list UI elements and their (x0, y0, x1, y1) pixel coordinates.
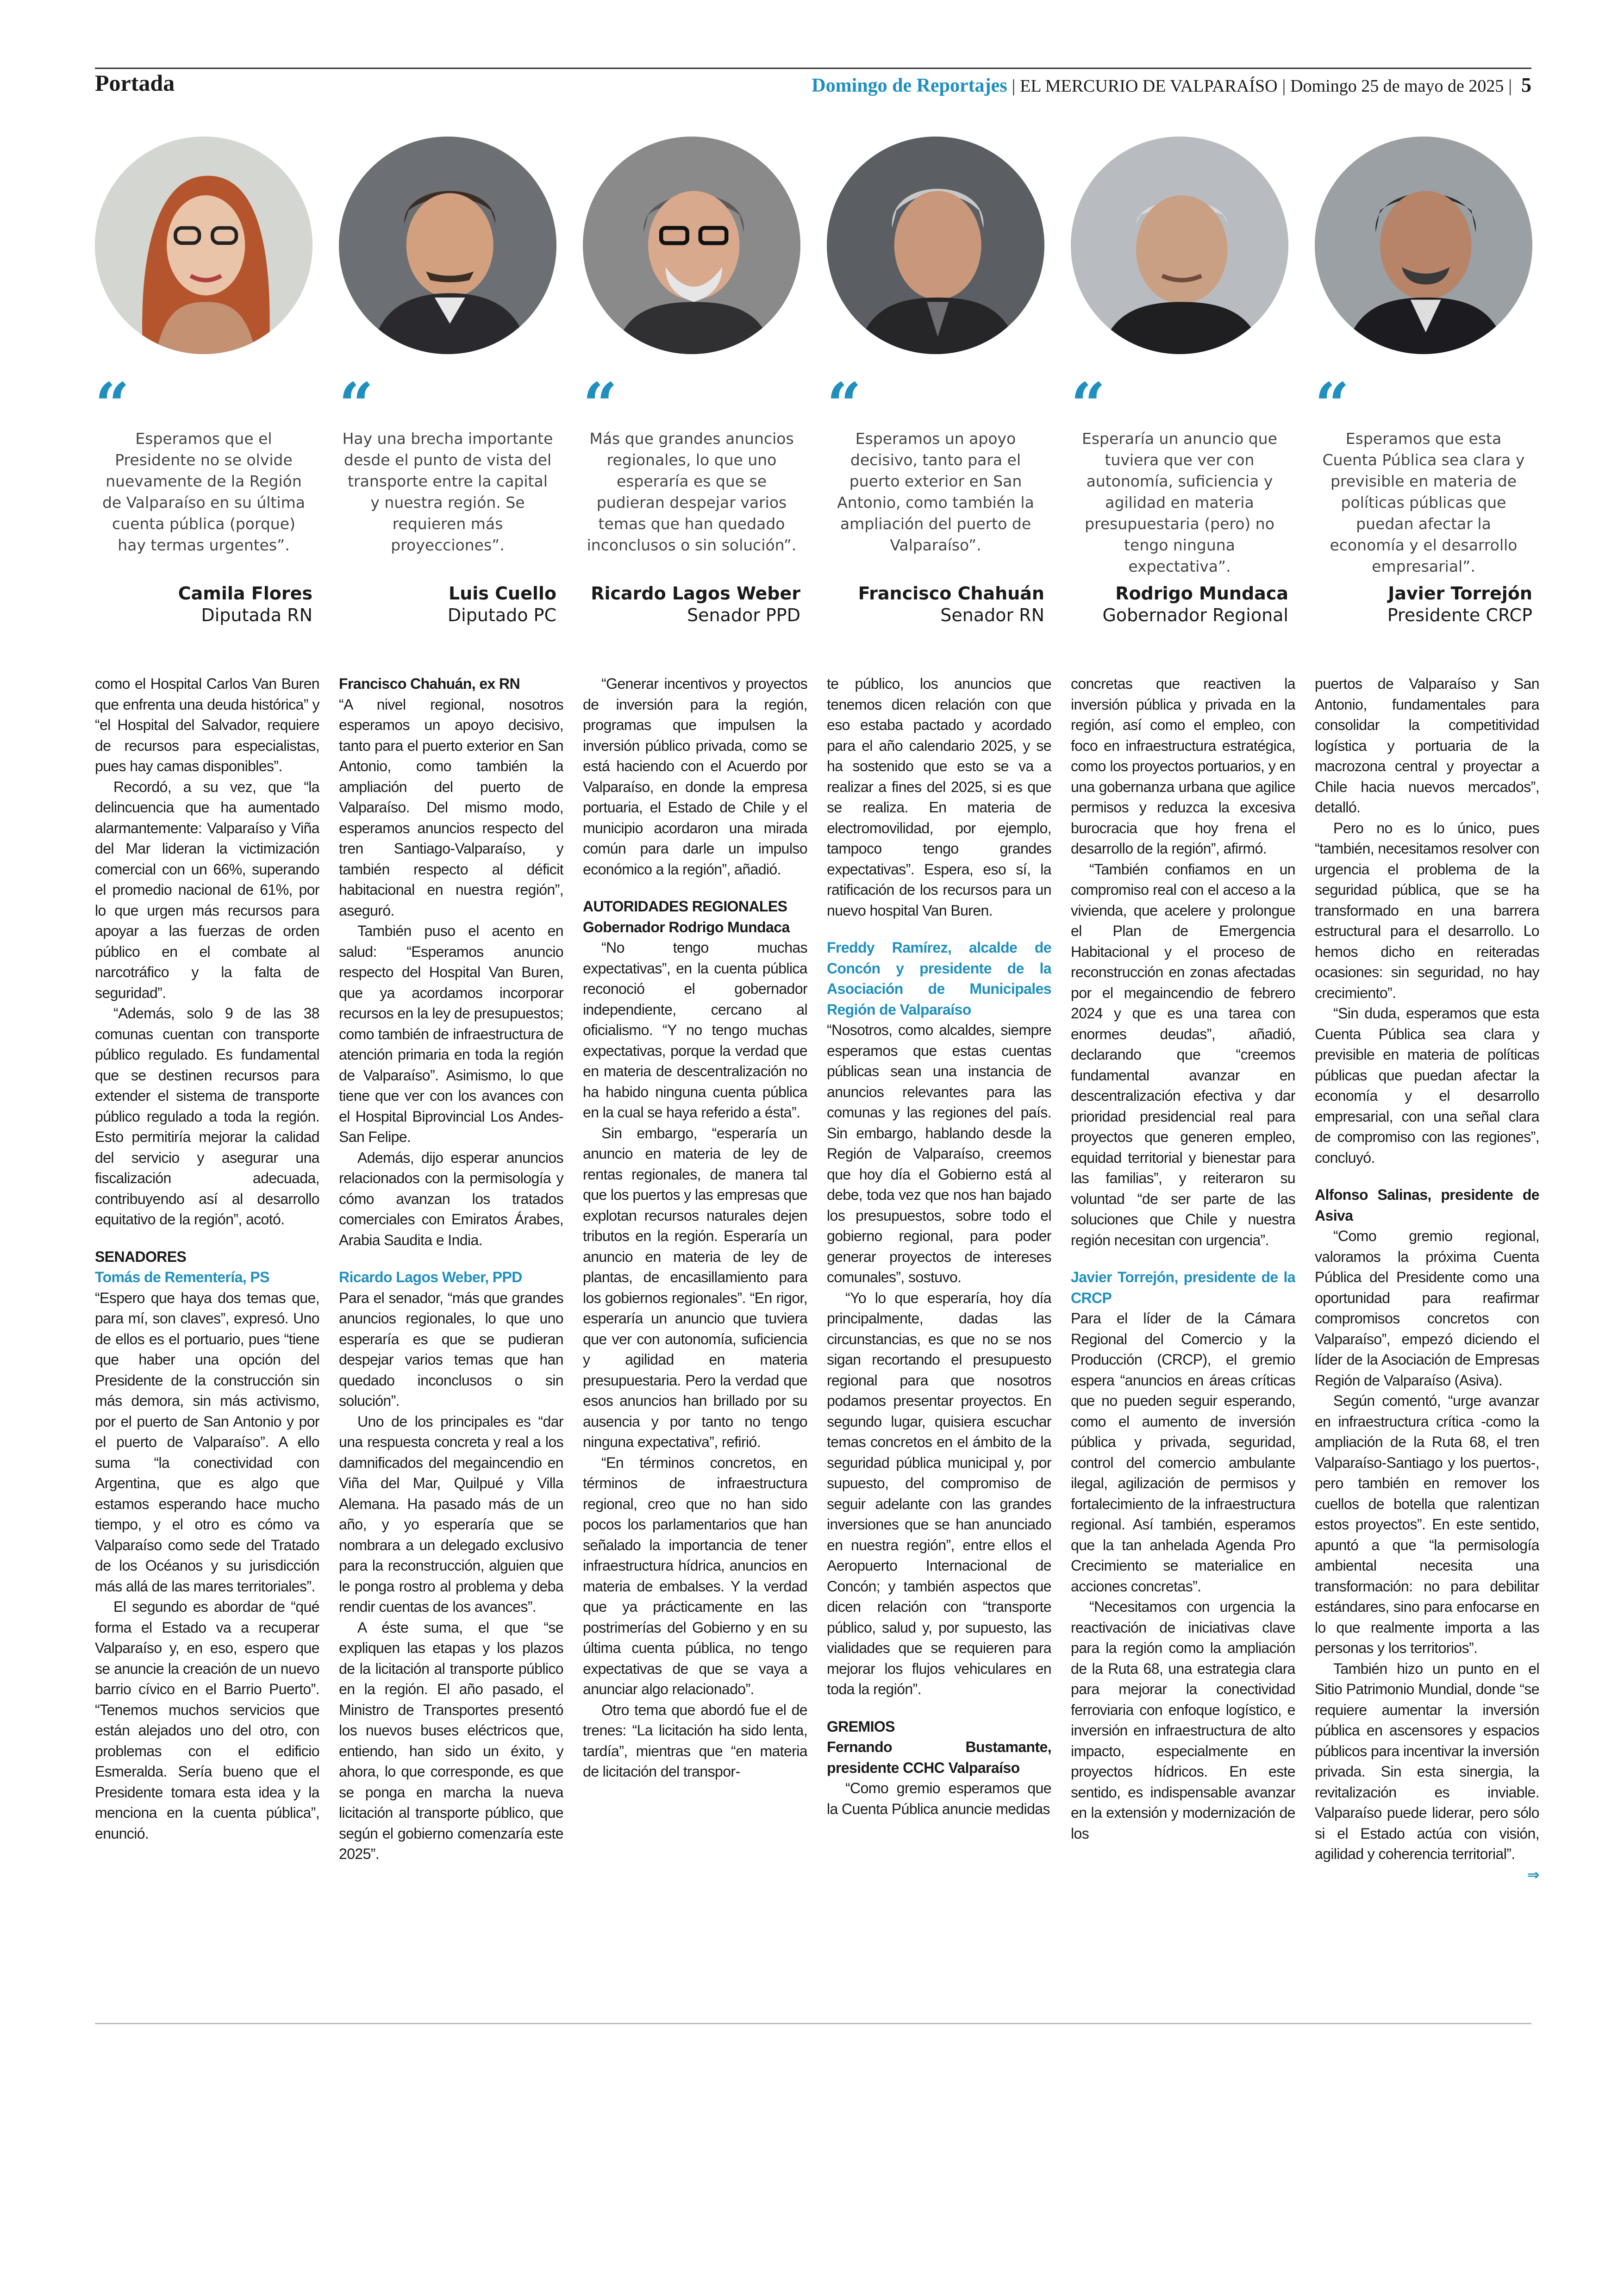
person-name-3: Ricardo Lagos Weber (591, 583, 800, 604)
portrait-luis-cuello (339, 137, 556, 354)
paragraph: Además, dijo esperar anuncios relacionados con la permisología y cómo avanzan los tratados comerciales con Emiratos Árabes, Arabia Saudita e India. (339, 1149, 563, 1248)
continuation-arrow-icon: ⇒ (1527, 1866, 1539, 1883)
quote-mark-6: “ (1315, 369, 1349, 440)
paragraph: concretas que reactiven la inversión pública y privada en la región, así como el empleo, con foco en infraestructura estratégica, como los proyectos portuarios, y en una gobernanza urbana que agilice permisos y reduzca la excesiva burocracia que hoy frena el desarrollo de la región”, afirmó. (1071, 675, 1295, 857)
subhead-tomas-de-rementeria: Tomás de Rementería, PS (95, 1269, 269, 1285)
paragraph: El segundo es abordar de “qué forma el Estado va a recuperar Valparaíso y, en eso, espero que se anuncie la creación de un nuevo barrio cívico en el Barrio Puerto”. “Tenemos muchos servicios que están alejados uno del otro, con problemas con el edificio Esmeralda. Sería bueno que el Presidente tomara esta idea y la menciona en la cuenta pública”, enunció. (95, 1598, 319, 1842)
quote-mark-4: “ (827, 369, 862, 440)
page-header (95, 65, 1531, 106)
supplement-name: Domingo de Reportajes (812, 75, 1007, 96)
section-heading-gremios: GREMIOS (827, 1718, 895, 1735)
quote-mark-2: “ (339, 369, 374, 440)
section-heading-senadores: SENADORES (95, 1248, 187, 1265)
quote-mark-1: “ (95, 369, 130, 440)
portrait-francisco-chahuan (827, 137, 1044, 354)
paragraph: Otro tema que abordó fue el de trenes: “La licitación ha sido lenta, tardía”, mientras que “en materia de licitación del transpor- (583, 1701, 807, 1780)
paragraph: Uno de los principales es “dar una respuesta concreta y real a los damnificados del megaincendio en Viña del Mar, Quilpué y Villa Alemana. Ha pasado más de un año, y yo esperaría que se nombrara a un delegado exclusivo para la reconstrucción, alguien que le ponga rostro al problema y deba rendir cuentas de los avances”. (339, 1413, 563, 1615)
person-role-2: Diputado PC (447, 605, 556, 625)
quote-text-4: Esperamos un apoyo decisivo, tanto para el puerto exterior en San Antonio, como también la ampliación del puerto de Valparaíso”. (837, 430, 1034, 554)
person-name-1: Camila Flores (178, 583, 312, 604)
paragraph: “A nivel regional, nosotros esperamos un apoyo decisivo, tanto para el puerto exterior en San Antonio, como también la ampliación del puerto de Valparaíso. Del mismo modo, esperamos anuncios respecto del tren Santiago-Valparaíso, y también respecto al déficit habitacional en nuestra región”, aseguró. (339, 696, 563, 919)
paragraph: A éste suma, el que “se expliquen las etapas y los plazos de la licitación al transporte público en la región. El año pasado, el Ministro de Transportes presentó los nuevos buses eléctricos que, entiendo, han sido un éxito, y ahora, lo que corresponde, es que se ponga en marcha la nueva licitación al transporte público, que según el gobierno comenzaría este 2025”. (339, 1619, 563, 1862)
person-role-5: Gobernador Regional (1102, 605, 1288, 625)
person-name-5: Rodrigo Mundaca (1115, 583, 1288, 604)
article-column-6 (1315, 674, 1539, 1905)
paragraph: “Como gremio regional, valoramos la próxima Cuenta Pública del Presidente como una oportunidad para reafirmar compromisos concretos con Valparaíso”, empezó diciendo el líder de la Asociación de Empresas Región de Valparaíso (Asiva). (1315, 1228, 1539, 1389)
article-column-1 (95, 674, 319, 1905)
paragraph: “Necesitamos con urgencia la reactivación de iniciativas clave para la región como la ampliación de la Ruta 68, una estrategia clara para mejorar la conectividad ferroviaria con enfoque logístico, e inversión en infraestructura de alto impacto, especialmente en proyectos hídricos. En este sentido, es indispensable avanzar en la extensión y modernización de los (1071, 1598, 1295, 1842)
paragraph: “Espero que haya dos temas que, para mí, son claves”, expresó. Uno de ellos es el portuario, pues “tiene que haber una opción del Presidente de la construcción sin más demora, sin más activismo, por el puerto de San Antonio y por el puerto de Valparaíso”. A ello suma “la conectividad con Argentina, que es algo que estamos esperando hace mucho tiempo, y el otro es cómo va Valparaíso como sede del Tratado de los Océanos y su jurisdicción más allá de las mares territoriales”. (95, 1289, 319, 1595)
paragraph: También puso el acento en salud: “Esperamos anuncio respecto del Hospital Van Buren, que ya acordamos incorporar recursos en la ley de presupuestos; como también de infraestructura de atención primaria en toda la región de Valparaíso”. Asimismo, lo que tiene que ver con los avances con el Hospital Biprovincial Los Andes-San Felipe. (339, 923, 563, 1145)
article-column-5 (1071, 674, 1295, 1905)
portrait-javier-torrejon (1315, 137, 1532, 354)
subhead-rodrigo-mundaca: Gobernador Rodrigo Mundaca (583, 918, 790, 935)
issue-date: Domingo 25 de mayo de 2025 (1290, 76, 1504, 96)
subhead-alfonso-salinas: Alfonso Salinas, presidente de Asiva (1315, 1186, 1539, 1224)
paragraph: “En términos concretos, en términos de infraestructura regional, creo que no han sido pocos los parlamentarios que han señalado la importancia de tener infraestructura hídrica, anuncios en materia de embalses. Y la verdad que ya prácticamente en las postrimerías del Gobierno y en su última cuenta pública, no tengo expectativas de que se vaya a anunciar algo relacionado”. (583, 1454, 807, 1697)
paragraph: Pero no es lo único, pues “también, necesitamos resolver con urgencia el problema de la seguridad pública, que se ha transformado en una barrera estructural para el desarrollo. Lo hemos dicho en reiteradas ocasiones: sin seguridad, no hay crecimiento”. (1315, 819, 1539, 1001)
person-role-3: Senador PPD (687, 605, 800, 625)
paragraph: “Generar incentivos y proyectos de inversión para la región, programas que impulsen la inversión público privada, como se está haciendo con el Acuerdo por Valparaíso, en donde la empresa portuaria, el Estado de Chile y el municipio acordaron una mirada común para darle un impulso económico a la región”, añadió. (583, 675, 807, 878)
paragraph: Recordó, a su vez, que “la delincuencia que ha aumentado alarmantemente: Valparaíso y Viña del Mar lideran la victimización comercial con un 66%, superando el promedio nacional de 61%, por lo que urgen más recursos para apoyar a las fuerzas de orden público en el combate al narcotráfico y la falta de seguridad”. (95, 778, 319, 1001)
subhead-javier-torrejon: Javier Torrejón, presidente de la CRCP (1071, 1269, 1295, 1306)
newspaper-name: EL MERCURIO DE VALPARAÍSO (1020, 76, 1278, 96)
paragraph: “Nosotros, como alcaldes, siempre esperamos que estas cuentas públicas sean una instancia de anuncios relevantes para las comunas y las regiones del país. Sin embargo, hablando desde la Región de Valparaíso, creemos que hoy día el Gobierno está al debe, toda vez que nos han bajado los presupuestos, sobre todo el gobierno regional, para poder generar proyectos de intereses comunales”, sostuvo. (827, 1022, 1051, 1285)
paragraph: Para el líder de la Cámara Regional del Comercio y la Producción (CRCP), el gremio espera “anuncios en áreas críticas que no pueden seguir esperando, como el aumento de inversión pública y privada, seguridad, control del comercio ambulante ilegal, agilización de permisos y fortalecimiento de la infraestructura regional. Así también, esperamos que la tan anhelada Agenda Pro Crecimiento se materialice en acciones concretas”. (1071, 1310, 1295, 1595)
quote-mark-3: “ (583, 369, 618, 440)
subhead-fernando-bustamante: Fernando Bustamante, presidente CCHC Valparaíso (827, 1739, 1051, 1776)
paragraph: “Además, solo 9 de las 38 comunas cuentan con transporte público regulado. Es fundamental que se destinen recursos para extender el sistema de transporte público regulado a toda la región. Esto permitiría mejorar la calidad del servicio y asegurar una fiscalización adecuada, contribuyendo así al desarrollo equitativo de la región”, acotó. (95, 1005, 319, 1228)
quote-text-5: Esperaría un anuncio que tuviera que ver con autonomía, suficiencia y agilidad en materia presupuestaria (pero) no tengo ninguna expectativa”. (1082, 430, 1277, 575)
quote-text-2: Hay una brecha importante desde el punto de vista del transporte entre la capital y nuestra región. Se requieren más proyecciones”. (342, 430, 553, 554)
portrait-photo-1 (95, 137, 312, 354)
page-number: 5 (1521, 74, 1531, 96)
quote-mark-5: “ (1071, 369, 1106, 440)
portrait-photo-2 (339, 137, 556, 354)
quote-text-3: Más que grandes anuncios regionales, lo que uno esperaría es que se pudieran despejar varios temas que han quedado inconclusos o sin solución”. (587, 430, 797, 554)
person-role-6: Presidente CRCP (1387, 605, 1532, 625)
section-label: Portada (95, 70, 175, 96)
paragraph: “Sin duda, esperamos que esta Cuenta Pública sea clara y previsible en materia de políticas públicas que puedan afectar la economía y el desarrollo empresarial, con una señal clara de compromiso con las regiones”, concluyó. (1315, 1005, 1539, 1166)
portrait-photo-4 (827, 137, 1044, 354)
person-name-6: Javier Torrejón (1388, 583, 1532, 604)
article-column-3 (583, 674, 807, 1905)
portrait-ricardo-lagos-weber (583, 137, 800, 354)
paragraph: “Como gremio esperamos que la Cuenta Pública anuncie medidas (827, 1780, 1051, 1817)
article-column-2 (339, 674, 563, 1905)
paragraph: “Yo lo que esperaría, hoy día principalmente, dadas las circunstancias, es que no se nos sigan recortando el presupuesto regional para que nosotros podamos presentar proyectos. En segundo lugar, quisiera escuchar temas concretos en el ámbito de la seguridad pública municipal y, por supuesto, del compromiso de seguir adelante con las grandes inversiones que se han anunciado en nuestra región”, entre ellos el Aeropuerto Internacional de Concón; y también aspectos que dicen relación con “transporte público, salud y, por supuesto, las vialidades que se requieren para mejorar los flujos vehiculares en toda la región”. (827, 1289, 1051, 1697)
portrait-camila-flores (95, 137, 312, 354)
paragraph: Para el senador, “más que grandes anuncios regionales, lo que uno esperaría es que se pudieran despejar varios temas que han quedado inconclusos o sin solución”. (339, 1289, 563, 1409)
paragraph: Según comentó, “urge avanzar en infraestructura crítica -como la ampliación de la Ruta 68, el tren Valparaíso-Santiago y los puertos-, pero también en remover los cuellos de botella que ralentizan estos proyectos”. En este sentido, apuntó a que “la permisología ambiental necesita una transformación: no para debilitar estándares, sino para enfocarse en lo que realmente importa a las personas y los territorios”. (1315, 1392, 1539, 1656)
section-heading-autoridades-regionales: AUTORIDADES REGIONALES (583, 898, 787, 915)
subhead-freddy-ramirez: Freddy Ramírez, alcalde de Concón y presidente de la Asociación de Municipales Región de Valparaíso (827, 939, 1051, 1018)
person-role-1: Diputada RN (201, 605, 312, 625)
portrait-photo-5 (1071, 137, 1288, 354)
paragraph: como el Hospital Carlos Van Buren que enfrenta una deuda histórica” y “el Hospital del Salvador, requiere de recursos para especialistas, pues hay camas disponibles”. (95, 675, 319, 774)
person-name-4: Francisco Chahuán (858, 583, 1044, 604)
paragraph: “También confiamos en un compromiso real con el acceso a la vivienda, que acelere y prolongue el Plan de Emergencia Habitacional y el proceso de reconstrucción en zonas afectadas por el megaincendio de febrero 2024 y que es una tarea con enormes deudas”, añadió, declarando que “creemos fundamental avanzar en descentralización efectiva y dar prioridad presidencial real para proyectos que generen empleo, equidad territorial y bienestar para las familias”, y reiteraron su voluntad “de ser parte de las soluciones que Chile y nuestra región necesitan con urgencia”. (1071, 861, 1295, 1248)
portrait-photo-6 (1315, 137, 1532, 354)
quote-text-6: Esperamos que esta Cuenta Pública sea clara y previsible en materia de políticas públicas que puedan afectar la economía y el desarrollo empresarial”. (1322, 430, 1525, 575)
paragraph: puertos de Valparaíso y San Antonio, fundamentales para consolidar la competitividad logística y portuaria de la macrozona central y proyectar a Chile hacia nuevos mercados”, detalló. (1315, 675, 1539, 816)
portrait-rodrigo-mundaca (1071, 137, 1288, 354)
subhead-ricardo-lagos-weber: Ricardo Lagos Weber, PPD (339, 1269, 522, 1285)
portrait-photo-3 (583, 137, 800, 354)
paragraph: También hizo un punto en el Sitio Patrimonio Mundial, donde “se requiere aumentar la inversión pública en ascensores y espacios públicos para incentivar la inversión privada. Sin esta sinergia, la revitalización es inviable. Valparaíso puede liderar, pero sólo si el Estado actúa con visión, agilidad y coherencia territorial”. (1315, 1660, 1539, 1862)
person-role-4: Senador RN (940, 605, 1044, 625)
subhead-francisco-chahuan: Francisco Chahuán, ex RN (339, 675, 520, 692)
person-name-2: Luis Cuello (448, 583, 556, 604)
paragraph: Sin embargo, “esperaría un anuncio en materia de ley de rentas regionales, de manera tal que los puertos y las empresas que explotan recursos naturales dejen tributos en la región. Esperaría un anuncio en materia de ley de plantas, de encasillamiento para los gobiernos regionales”. “En rigor, esperaría un anuncio que tuviera que ver con autonomía, suficiencia y agilidad en materia presupuestaria. Pero la verdad que esos anuncios han brillado por su ausencia y por tanto no tengo ninguna expectativa”, refirió. (583, 1124, 807, 1450)
paragraph: “No tengo muchas expectativas”, en la cuenta pública reconoció el gobernador independiente, cercano al oficialismo. “Y no tengo muchas expectativas, porque la verdad que en materia de descentralización no ha habido ninguna cuenta pública en la cual se haya referido a ésta”. (583, 939, 807, 1121)
quote-text-1: Esperamos que el Presidente no se olvide nuevamente de la Región de Valparaíso en su última cuenta pública (porque) hay termas urgentes”. (102, 430, 305, 554)
bottom-rule (95, 2023, 1531, 2024)
article-column-4 (827, 674, 1051, 1905)
masthead: Domingo de Reportajes | EL MERCURIO DE VALPARAÍSO | Domingo 25 de mayo de 2025 | 5 (812, 74, 1531, 96)
paragraph: te público, los anuncios que tenemos dicen relación con que eso estaba pactado y acordado para el año calendario 2025, y se ha sostenido que esto se va a realizar a fines del 2025, si es que se realiza. En materia de electromovilidad, por ejemplo, tampoco tengo grandes expectativas”. Espera, eso sí, la ratificación de los recursos para un nuevo hospital Van Buren. (827, 675, 1051, 919)
